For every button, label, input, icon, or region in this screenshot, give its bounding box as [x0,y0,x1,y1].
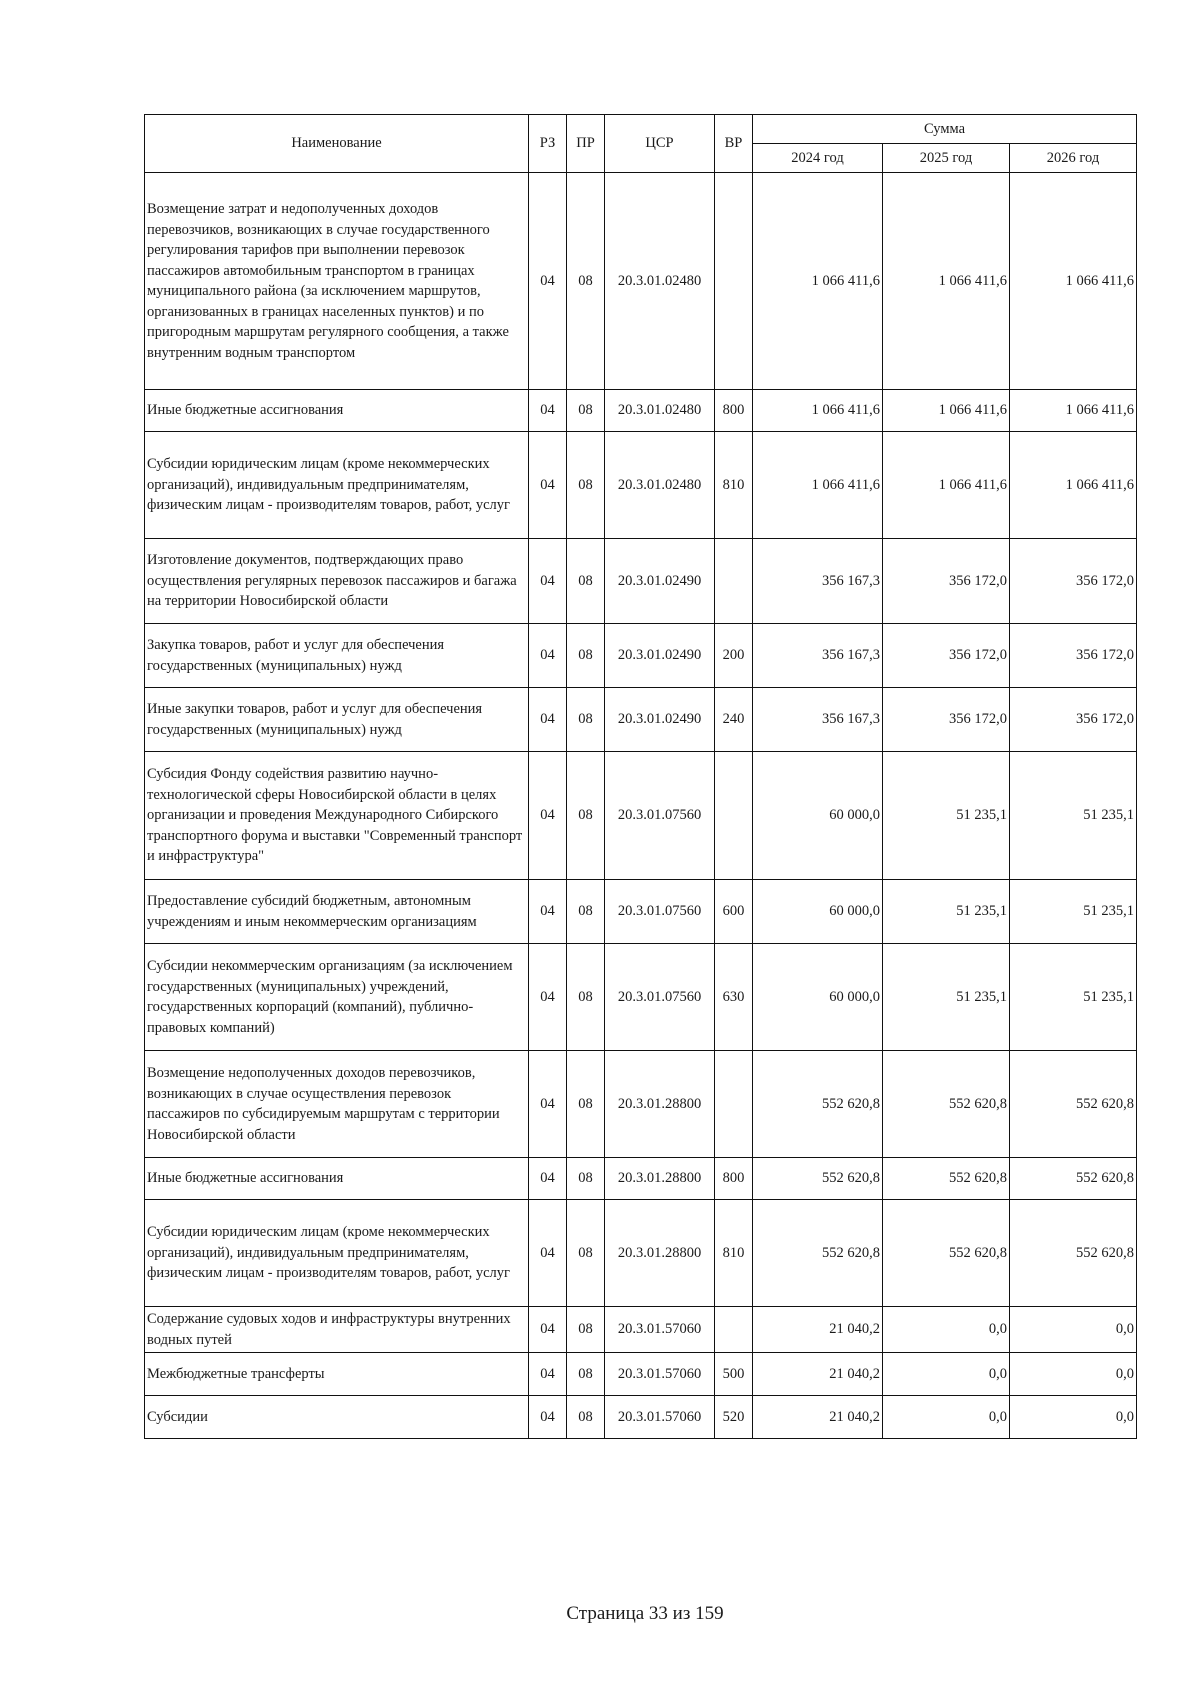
row-name: Содержание судовых ходов и инфраструктуры внутренних водных путей [145,1307,529,1353]
row-rz: 04 [529,390,567,432]
header-pr: ПР [567,115,605,173]
table-row [145,1158,1137,1200]
row-pr: 08 [567,1353,605,1396]
table-row [145,1200,1137,1307]
row-sum-2025: 51 235,1 [883,752,1010,880]
row-vr: 800 [715,1158,753,1200]
row-name: Межбюджетные трансферты [145,1353,529,1396]
row-sum-2024: 60 000,0 [753,752,883,880]
row-vr: 810 [715,432,753,539]
row-sum-2025: 0,0 [883,1396,1010,1439]
row-pr: 08 [567,432,605,539]
row-name: Иные бюджетные ассигнования [145,1158,529,1200]
table-row [145,432,1137,539]
row-rz: 04 [529,432,567,539]
row-rz: 04 [529,1200,567,1307]
table-row [145,173,1137,390]
row-csr: 20.3.01.07560 [605,752,715,880]
row-rz: 04 [529,1158,567,1200]
row-sum-2026: 1 066 411,6 [1010,390,1137,432]
row-name: Возмещение недополученных доходов перевозчиков, возникающих в случае осуществления перевозок пассажиров по субсидируемым маршрутам с территории Новосибирской области [145,1051,529,1158]
row-rz: 04 [529,688,567,752]
row-pr: 08 [567,1200,605,1307]
row-pr: 08 [567,1307,605,1353]
row-pr: 08 [567,944,605,1051]
table-row [145,752,1137,880]
row-sum-2025: 1 066 411,6 [883,432,1010,539]
row-sum-2026: 51 235,1 [1010,880,1137,944]
row-vr [715,173,753,390]
row-vr: 240 [715,688,753,752]
row-sum-2026: 0,0 [1010,1307,1137,1353]
header-csr: ЦСР [605,115,715,173]
row-sum-2026: 356 172,0 [1010,624,1137,688]
row-sum-2024: 21 040,2 [753,1307,883,1353]
row-sum-2024: 60 000,0 [753,880,883,944]
row-pr: 08 [567,688,605,752]
header-vr: ВР [715,115,753,173]
row-csr: 20.3.01.02490 [605,688,715,752]
table-row [145,1396,1137,1439]
row-sum-2026: 51 235,1 [1010,944,1137,1051]
row-sum-2025: 356 172,0 [883,688,1010,752]
row-rz: 04 [529,1396,567,1439]
row-csr: 20.3.01.02480 [605,390,715,432]
row-sum-2024: 552 620,8 [753,1158,883,1200]
row-pr: 08 [567,539,605,624]
table-header [145,115,1137,173]
row-sum-2024: 21 040,2 [753,1353,883,1396]
row-sum-2026: 356 172,0 [1010,539,1137,624]
header-rz: РЗ [529,115,567,173]
header-sum: Сумма [753,115,1137,144]
row-vr: 520 [715,1396,753,1439]
row-sum-2026: 552 620,8 [1010,1051,1137,1158]
header-name: Наименование [145,115,529,173]
row-sum-2024: 552 620,8 [753,1051,883,1158]
row-vr [715,1051,753,1158]
table-row [145,688,1137,752]
row-vr [715,539,753,624]
row-sum-2024: 21 040,2 [753,1396,883,1439]
table-row [145,1307,1137,1353]
table-row [145,1353,1137,1396]
row-sum-2024: 60 000,0 [753,944,883,1051]
row-sum-2024: 552 620,8 [753,1200,883,1307]
row-sum-2025: 552 620,8 [883,1051,1010,1158]
row-rz: 04 [529,624,567,688]
row-name: Субсидия Фонду содействия развитию научно-технологической сферы Новосибирской области в целях организации и проведения Международного Сибирского транспортного форума и выставки "Современный транспорт и инфраструктура" [145,752,529,880]
row-sum-2025: 552 620,8 [883,1200,1010,1307]
row-csr: 20.3.01.07560 [605,944,715,1051]
row-pr: 08 [567,1158,605,1200]
row-sum-2026: 1 066 411,6 [1010,432,1137,539]
row-csr: 20.3.01.57060 [605,1396,715,1439]
row-vr: 600 [715,880,753,944]
row-sum-2025: 51 235,1 [883,880,1010,944]
table-row [145,539,1137,624]
row-sum-2025: 1 066 411,6 [883,390,1010,432]
row-name: Субсидии некоммерческим организациям (за исключением государственных (муниципальных) учреждений, государственных корпораций (компаний), публично-правовых компаний) [145,944,529,1051]
row-pr: 08 [567,390,605,432]
row-sum-2024: 356 167,3 [753,624,883,688]
row-rz: 04 [529,880,567,944]
row-sum-2025: 356 172,0 [883,539,1010,624]
row-csr: 20.3.01.28800 [605,1051,715,1158]
row-vr: 800 [715,390,753,432]
budget-table [144,114,1137,1439]
row-rz: 04 [529,173,567,390]
row-sum-2026: 0,0 [1010,1353,1137,1396]
table-row [145,880,1137,944]
row-rz: 04 [529,539,567,624]
row-csr: 20.3.01.57060 [605,1307,715,1353]
row-pr: 08 [567,752,605,880]
row-rz: 04 [529,1353,567,1396]
row-sum-2026: 1 066 411,6 [1010,173,1137,390]
table-row [145,624,1137,688]
row-vr [715,1307,753,1353]
row-rz: 04 [529,1051,567,1158]
header-year-2026: 2026 год [1010,144,1137,173]
row-vr: 630 [715,944,753,1051]
row-sum-2025: 0,0 [883,1353,1010,1396]
row-pr: 08 [567,173,605,390]
row-sum-2024: 1 066 411,6 [753,432,883,539]
row-name: Предоставление субсидий бюджетным, автономным учреждениям и иным некоммерческим организациям [145,880,529,944]
table-body [145,173,1137,1439]
row-csr: 20.3.01.57060 [605,1353,715,1396]
row-rz: 04 [529,944,567,1051]
row-csr: 20.3.01.07560 [605,880,715,944]
row-csr: 20.3.01.02490 [605,539,715,624]
row-sum-2024: 356 167,3 [753,688,883,752]
row-name: Субсидии юридическим лицам (кроме некоммерческих организаций), индивидуальным предпринимателям, физическим лицам - производителям товаров, работ, услуг [145,1200,529,1307]
row-rz: 04 [529,752,567,880]
row-sum-2026: 356 172,0 [1010,688,1137,752]
row-sum-2026: 0,0 [1010,1396,1137,1439]
row-vr: 200 [715,624,753,688]
row-csr: 20.3.01.28800 [605,1200,715,1307]
row-vr: 810 [715,1200,753,1307]
row-pr: 08 [567,1396,605,1439]
row-csr: 20.3.01.02490 [605,624,715,688]
row-rz: 04 [529,1307,567,1353]
row-sum-2024: 1 066 411,6 [753,390,883,432]
row-name: Субсидии [145,1396,529,1439]
row-csr: 20.3.01.28800 [605,1158,715,1200]
row-sum-2026: 51 235,1 [1010,752,1137,880]
row-pr: 08 [567,880,605,944]
row-sum-2026: 552 620,8 [1010,1158,1137,1200]
row-sum-2024: 356 167,3 [753,539,883,624]
row-sum-2024: 1 066 411,6 [753,173,883,390]
table-row [145,944,1137,1051]
row-sum-2026: 552 620,8 [1010,1200,1137,1307]
row-vr [715,752,753,880]
row-name: Изготовление документов, подтверждающих право осуществления регулярных перевозок пассажиров и багажа на территории Новосибирской области [145,539,529,624]
row-name: Иные бюджетные ассигнования [145,390,529,432]
table-row [145,390,1137,432]
row-name: Иные закупки товаров, работ и услуг для обеспечения государственных (муниципальных) нужд [145,688,529,752]
row-pr: 08 [567,624,605,688]
row-sum-2025: 1 066 411,6 [883,173,1010,390]
row-name: Закупка товаров, работ и услуг для обеспечения государственных (муниципальных) нужд [145,624,529,688]
row-sum-2025: 51 235,1 [883,944,1010,1051]
header-year-2024: 2024 год [753,144,883,173]
row-csr: 20.3.01.02480 [605,432,715,539]
row-sum-2025: 552 620,8 [883,1158,1010,1200]
row-name: Возмещение затрат и недополученных доходов перевозчиков, возникающих в случае государственного регулирования тарифов при выполнении перевозок пассажиров автомобильным транспортом в границах муниципального района (за исключением маршрутов, организованных в границах населенных пунктов) и по пригородным маршрутам регулярного сообщения, а также внутренним водным транспортом [145,173,529,390]
header-year-2025: 2025 год [883,144,1010,173]
row-vr: 500 [715,1353,753,1396]
page-number: Страница 33 из 159 [566,1603,724,1624]
row-name: Субсидии юридическим лицам (кроме некоммерческих организаций), индивидуальным предпринимателям, физическим лицам - производителям товаров, работ, услуг [145,432,529,539]
table-row [145,1051,1137,1158]
row-sum-2025: 356 172,0 [883,624,1010,688]
row-pr: 08 [567,1051,605,1158]
row-sum-2025: 0,0 [883,1307,1010,1353]
row-csr: 20.3.01.02480 [605,173,715,390]
